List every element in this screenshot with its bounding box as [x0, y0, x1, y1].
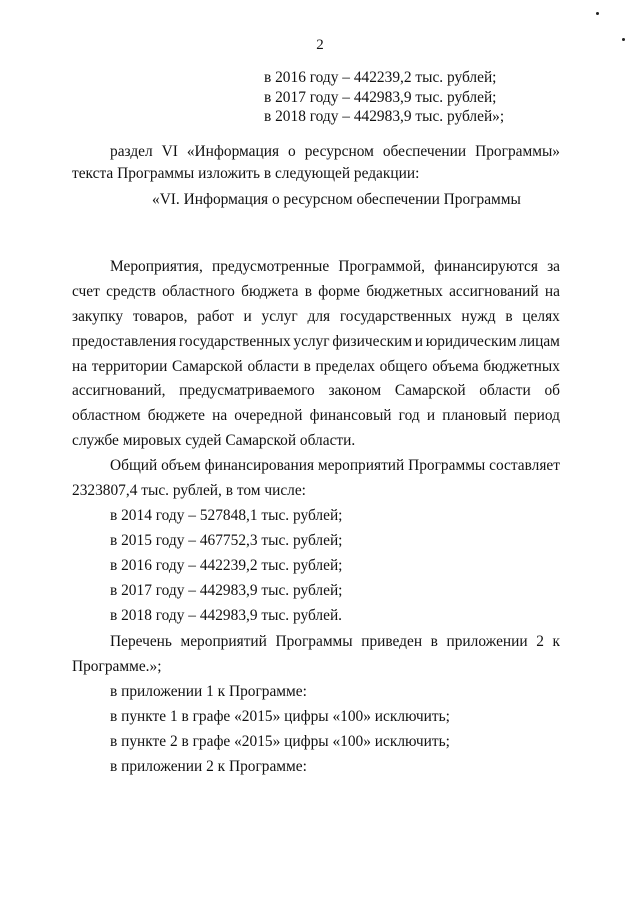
word: бюджета: [241, 283, 299, 300]
word: Самарской: [394, 382, 466, 399]
word: в: [430, 633, 438, 650]
paragraph-line: 2323807,4 тыс. рублей, в том числе:: [72, 482, 306, 499]
word: плановый: [442, 407, 507, 424]
word: к: [552, 633, 560, 650]
word: Программой,: [338, 258, 425, 275]
word: 2: [536, 633, 544, 650]
paragraph-line: службе мировых судей Самарской области.: [72, 432, 356, 449]
word: Программы»: [475, 143, 560, 160]
amendment-item: в приложении 1 к Программе:: [110, 683, 307, 700]
top-list-item: в 2016 году – 442239,2 тыс. рублей;: [264, 69, 497, 86]
word: обеспечении: [382, 143, 467, 160]
funding-list-item: в 2015 году – 467752,3 тыс. рублей;: [110, 532, 343, 549]
word: закупку: [72, 308, 124, 325]
word: Перечень: [110, 633, 172, 650]
paragraph-line: [110, 257, 560, 276]
word: приведен: [361, 633, 423, 650]
word: лицам: [519, 333, 560, 350]
word: предусмотренные: [211, 258, 330, 275]
paragraph-line: [72, 282, 560, 301]
word: работ: [197, 308, 234, 325]
word: период: [513, 407, 560, 424]
word: Общий: [110, 457, 158, 474]
paragraph-line: [72, 381, 560, 400]
word: VI: [161, 143, 178, 160]
paragraph-line: [110, 632, 560, 651]
word: приложении: [446, 633, 528, 650]
paragraph-line: [72, 332, 560, 351]
word: предоставления: [72, 333, 177, 350]
word: финансируются: [434, 258, 538, 275]
paragraph-line: [72, 406, 560, 425]
word: услуг: [261, 308, 298, 325]
word: «Информация: [186, 143, 280, 160]
word: объема: [432, 358, 479, 375]
word: ассигнований: [449, 283, 539, 300]
top-list-item: в 2018 году – 442983,9 тыс. рублей»;: [264, 108, 505, 125]
word: нужд: [461, 308, 496, 325]
word: области: [479, 382, 531, 399]
word: физическим: [332, 333, 413, 350]
section-intro-line: [110, 142, 560, 161]
funding-list-item: в 2017 году – 442983,9 тыс. рублей;: [110, 582, 343, 599]
word: об: [544, 382, 560, 399]
top-list-item: в 2017 году – 442983,9 тыс. рублей;: [264, 89, 497, 106]
word: для: [307, 308, 331, 325]
funding-list-item: в 2016 году – 442239,2 тыс. рублей;: [110, 557, 343, 574]
word: и: [243, 308, 252, 325]
word: государственных: [339, 308, 452, 325]
word: о: [288, 143, 296, 160]
word: целях: [522, 308, 560, 325]
word: услуг: [293, 333, 330, 350]
page-number: 2: [316, 37, 324, 53]
word: Программы: [408, 457, 486, 474]
word: финансирования: [204, 457, 315, 474]
word: общего: [379, 358, 428, 375]
word: Мероприятия,: [110, 258, 203, 275]
scan-speck-top: [596, 12, 599, 15]
word: на: [72, 358, 88, 375]
word: мероприятий: [180, 633, 267, 650]
word: очередной: [234, 407, 303, 424]
word: финансовый: [309, 407, 392, 424]
word: товаров,: [132, 308, 188, 325]
word: за: [547, 258, 560, 275]
paragraph-line: Программе.»;: [72, 658, 162, 675]
word: ресурсном: [304, 143, 374, 160]
word: Самарской: [172, 358, 243, 375]
word: и: [426, 407, 436, 424]
word: бюджетных: [366, 283, 443, 300]
word: средств: [106, 283, 156, 300]
word: областного: [162, 283, 235, 300]
word: форме: [318, 283, 360, 300]
word: бюджетных: [483, 358, 560, 375]
word: ассигнований,: [72, 382, 166, 399]
amendment-item: в приложении 2 к Программе:: [110, 758, 307, 775]
word: государственных: [178, 333, 291, 350]
funding-list-item: в 2014 году – 527848,1 тыс. рублей;: [110, 507, 343, 524]
word: объем: [161, 457, 201, 474]
word: раздел: [110, 143, 153, 160]
amendment-item: в пункте 2 в графе «2015» цифры «100» исключить;: [110, 733, 450, 750]
section-heading: «VI. Информация о ресурсном обеспечении Программы: [152, 191, 521, 208]
word: бюджете: [147, 407, 205, 424]
paragraph-line: [72, 357, 560, 376]
word: и: [414, 333, 424, 350]
word: составляет: [489, 457, 560, 474]
word: мероприятий: [317, 457, 405, 474]
section-intro-line: текста Программы изложить в следующей редакции:: [72, 165, 420, 182]
paragraph-line: [72, 307, 560, 326]
amendment-item: в пункте 1 в графе «2015» цифры «100» исключить;: [110, 708, 450, 725]
word: территории: [91, 358, 168, 375]
word: Программы: [275, 633, 353, 650]
word: на: [544, 283, 560, 300]
word: в: [505, 308, 513, 325]
funding-list-item: в 2018 году – 442983,9 тыс. рублей.: [110, 607, 343, 624]
word: юридическим: [425, 333, 517, 350]
word: в: [304, 283, 313, 300]
word: год: [398, 407, 420, 424]
word: предусматриваемого: [179, 382, 315, 399]
word: законом: [328, 382, 382, 399]
word: счет: [72, 283, 100, 300]
paragraph-line: [110, 456, 560, 475]
word: на: [212, 407, 228, 424]
word: областном: [72, 407, 141, 424]
word: области: [247, 358, 299, 375]
word: пределах: [315, 358, 375, 375]
word: в: [303, 358, 311, 375]
